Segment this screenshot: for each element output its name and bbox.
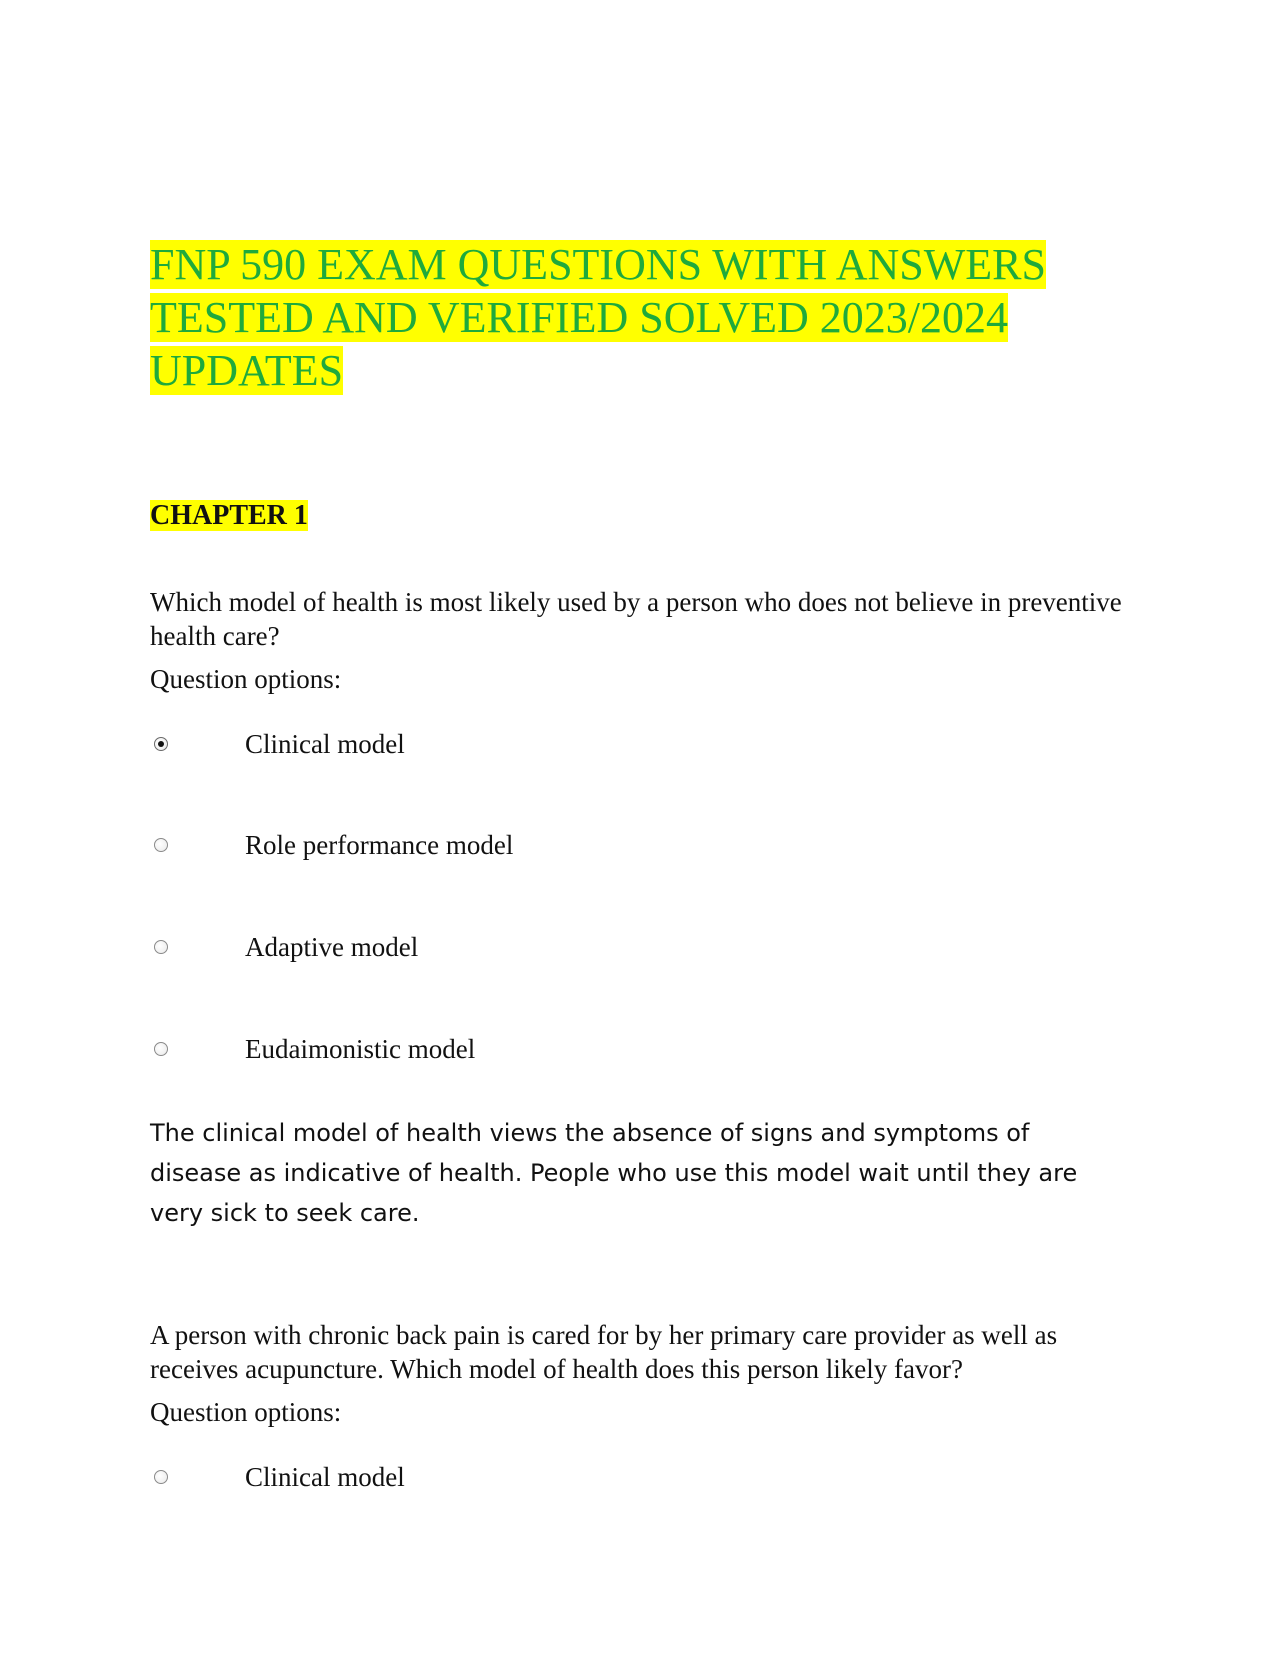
option-label: Role performance model: [245, 830, 514, 860]
radio-icon[interactable]: [154, 940, 168, 954]
chapter-heading: CHAPTER 1: [150, 500, 308, 531]
question-2-options-label: Question options:: [150, 1397, 342, 1427]
option-label: Adaptive model: [245, 932, 419, 962]
question-1-text: Which model of health is most likely used by a person who does not believe in preventive health care?: [150, 587, 1122, 651]
question-1-option-3[interactable]: [150, 930, 850, 964]
option-label: Eudaimonistic model: [245, 1034, 476, 1064]
question-1-options-label: Question options:: [150, 664, 342, 694]
question-1-option-2[interactable]: [150, 828, 850, 862]
question-1-option-1[interactable]: [150, 727, 850, 761]
question-2-text: A person with chronic back pain is cared for by her primary care provider as well as receives acupuncture. Which model of health does this person likely favor?: [150, 1320, 1058, 1384]
document-title: FNP 590 EXAM QUESTIONS WITH ANSWERS TESTED AND VERIFIED SOLVED 2023/2024 UPDATES: [150, 240, 1046, 395]
radio-selected-icon[interactable]: [154, 737, 168, 751]
option-label: Clinical model: [245, 1462, 405, 1492]
question-1-explanation: The clinical model of health views the absence of signs and symptoms of disease as indicative of health. People who use this model wait until they are very sick to seek care.: [150, 1119, 1078, 1227]
question-1-option-4[interactable]: [150, 1032, 850, 1066]
radio-icon[interactable]: [154, 1042, 168, 1056]
radio-icon[interactable]: [154, 1470, 168, 1484]
option-label: Clinical model: [245, 729, 405, 759]
question-2-option-1[interactable]: [150, 1460, 850, 1494]
radio-icon[interactable]: [154, 838, 168, 852]
